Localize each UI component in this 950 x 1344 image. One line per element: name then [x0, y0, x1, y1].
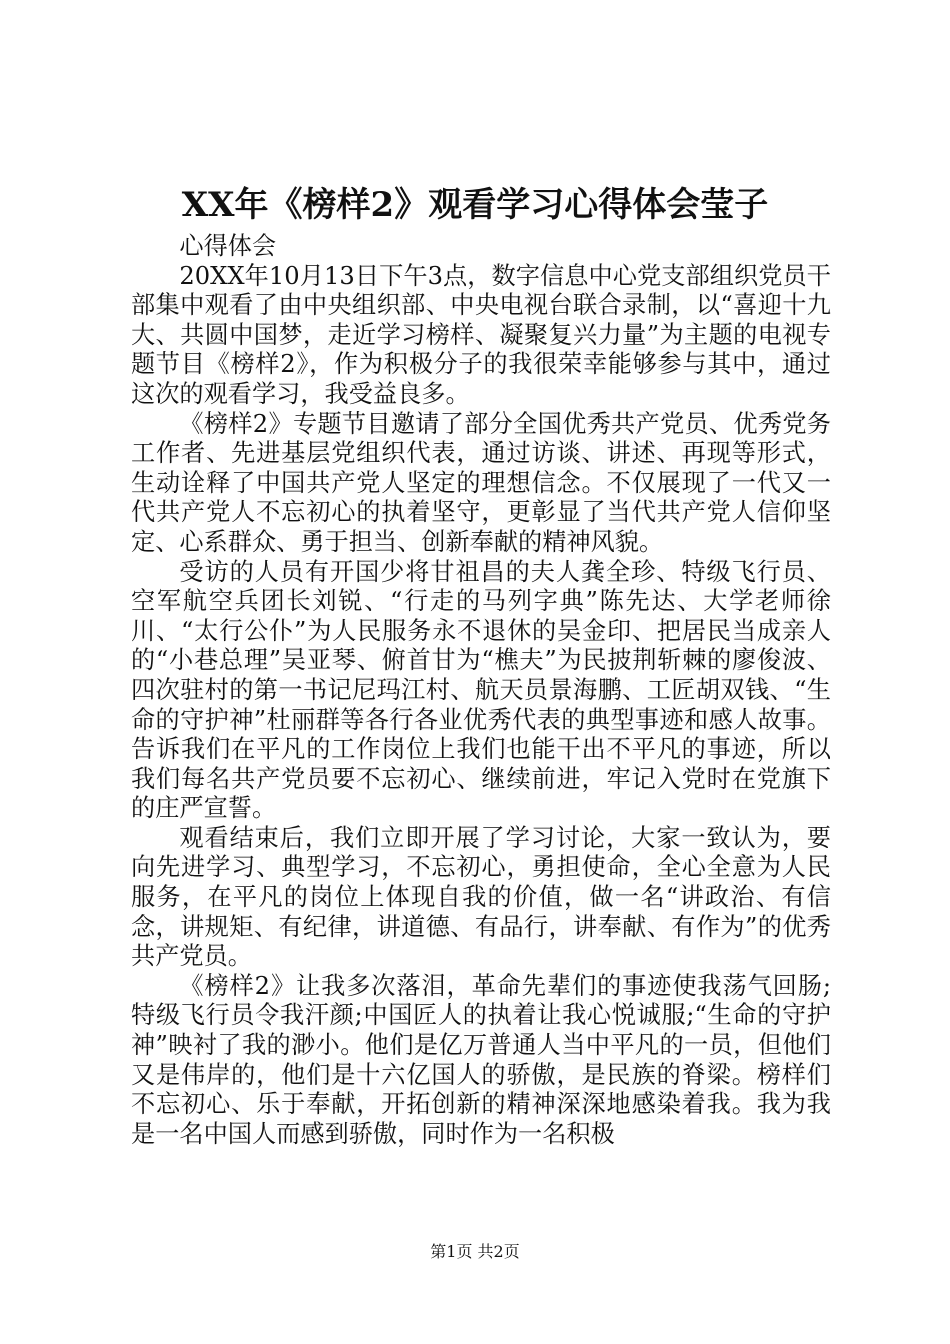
paragraph-1: 20XX年10月13日下午3点，数字信息中心党支部组织党员干部集中观看了由中央组织部、中央电视台联合录制，以“喜迎十九大、共圆中国梦，走近学习榜样、凝聚复兴力量”为主题的电视专题节目《榜样2》，作为积极分子的我很荣幸能够参与其中，通过这次的观看学习，我受益良多。: [131, 261, 831, 408]
page-footer: [0, 1240, 950, 1264]
paragraph-4: 观看结束后，我们立即开展了学习讨论，大家一致认为，要向先进学习、典型学习，不忘初心，勇担使命，全心全意为人民服务，在平凡的岗位上体现自我的价值，做一名“讲政治、有信念，讲规矩、有纪律，讲道德、有品行，讲奉献、有作为”的优秀共产党员。: [131, 823, 831, 971]
paragraph-heading: 心得体会: [179, 232, 277, 260]
paragraph-5: 《榜样2》让我多次落泪，革命先辈们的事迹使我荡气回肠;特级飞行员令我汗颜;中国匠人的执着让我心悦诚服;“生命的守护神”映衬了我的渺小。他们是亿万普通人当中平凡的一员，但他们又是伟岸的，他们是十六亿国人的骄傲，是民族的脊梁。榜样们不忘初心、乐于奉献，开拓创新的精神深深地感染着我。我为我是一名中国人而感到骄傲，同时作为一名积极: [131, 971, 831, 1148]
paragraph-2: 《榜样2》专题节目邀请了部分全国优秀共产党员、优秀党务工作者、先进基层党组织代表，通过访谈、讲述、再现等形式，生动诠释了中国共产党人坚定的理想信念。不仅展现了一代又一代共产党人不忘初心的执着坚守，更彰显了当代共产党人信仰坚定、心系群众、勇于担当、创新奉献的精神风貌。: [131, 409, 831, 556]
document-body: [131, 232, 831, 1149]
page-indicator: 第1页 共2页: [430, 1242, 520, 1261]
document-title: XX年《榜样2》观看学习心得体会莹子: [181, 185, 769, 225]
paragraph-3: 受访的人员有开国少将甘祖昌的夫人龚全珍、特级飞行员、空军航空兵团长刘锐、“行走的马列字典”陈先达、大学老师徐川、“太行公仆”为人民服务永不退休的吴金印、把居民当成亲人的“小巷总理”吴亚琴、俯首甘为“樵夫”为民披荆斩棘的廖俊波、四次驻村的第一书记尼玛江村、航天员景海鹏、工匠胡双钱、“生命的守护神”杜丽群等各行各业优秀代表的典型事迹和感人故事。告诉我们在平凡的工作岗位上我们也能干出不平凡的事迹，所以我们每名共产党员要不忘初心、继续前进，牢记入党时在党旗下的庄严宣誓。: [131, 557, 831, 823]
